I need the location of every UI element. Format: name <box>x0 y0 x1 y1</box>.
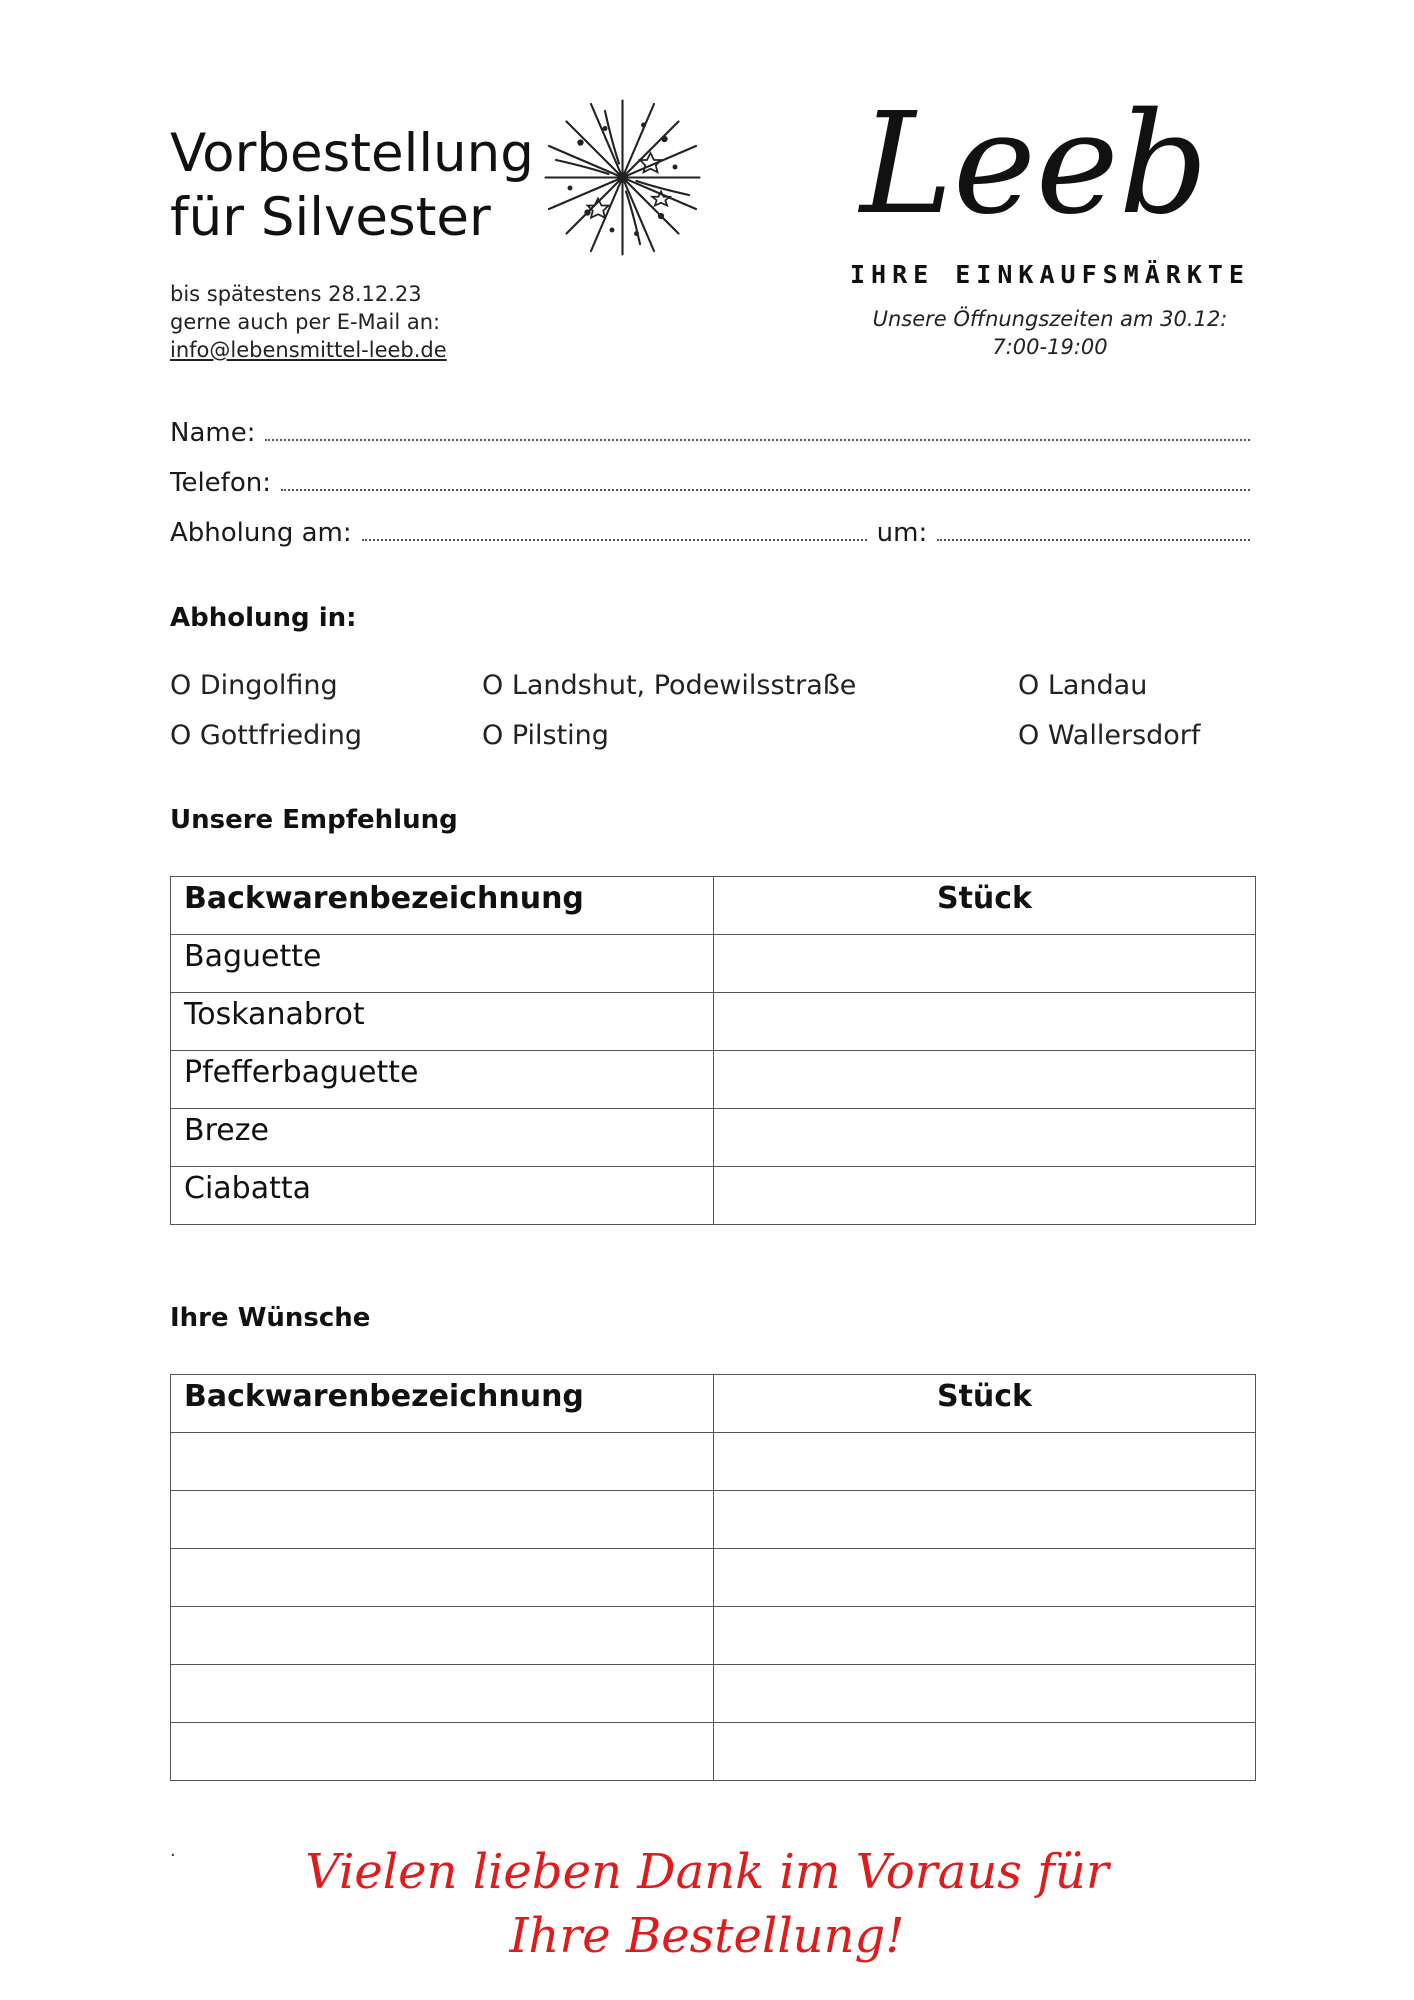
quantity-cell[interactable] <box>714 1665 1256 1723</box>
quantity-cell[interactable] <box>714 993 1256 1051</box>
wishes-heading: Ihre Wünsche <box>170 1303 371 1333</box>
product-name: Toskanabrot <box>171 993 714 1051</box>
hours-value: 7:00-19:00 <box>992 335 1108 359</box>
quantity-cell[interactable] <box>714 1607 1256 1665</box>
phone-line[interactable] <box>281 467 1250 491</box>
page-title <box>170 122 534 250</box>
table-row <box>171 1491 1256 1549</box>
logo-tagline: IHRE EINKAUFSMÄRKTE <box>850 260 1250 289</box>
table-row <box>171 1607 1256 1665</box>
column-header-name: Backwarenbezeichnung <box>171 877 714 935</box>
location-option[interactable]: O Landshut, Podewilsstraße <box>482 670 857 701</box>
pickup-date-line[interactable] <box>362 517 867 541</box>
column-header-qty: Stück <box>714 1375 1256 1433</box>
product-name: Baguette <box>171 935 714 993</box>
column-header-name: Backwarenbezeichnung <box>171 1375 714 1433</box>
title-line-2: für Silvester <box>170 187 491 248</box>
opening-hours <box>850 305 1250 361</box>
table-row <box>171 935 1256 993</box>
pickup-time-label: um: <box>876 518 928 548</box>
product-name-cell[interactable] <box>171 1665 714 1723</box>
table-row <box>171 1723 1256 1781</box>
thanks-line-1: Vielen lieben Dank im Voraus für <box>305 1844 1109 1900</box>
product-name: Pfefferbaguette <box>171 1051 714 1109</box>
recommendation-heading: Unsere Empfehlung <box>170 805 458 835</box>
product-name-cell[interactable] <box>171 1433 714 1491</box>
quantity-cell[interactable] <box>714 1167 1256 1225</box>
leeb-logo <box>850 72 1270 242</box>
location-option[interactable]: O Landau <box>1018 670 1148 701</box>
quantity-cell[interactable] <box>714 1549 1256 1607</box>
name-line[interactable] <box>265 417 1250 441</box>
quantity-cell[interactable] <box>714 1723 1256 1781</box>
column-header-qty: Stück <box>714 877 1256 935</box>
deadline-text: bis spätestens 28.12.23 <box>170 282 422 306</box>
pickup-time-line[interactable] <box>937 517 1250 541</box>
table-header-row <box>171 1375 1256 1433</box>
recommendation-table <box>170 876 1256 1225</box>
firework-icon <box>535 90 710 265</box>
table-header-row <box>171 877 1256 935</box>
thank-you-message <box>257 1840 1157 1968</box>
table-row <box>171 993 1256 1051</box>
name-label: Name: <box>170 418 256 448</box>
title-line-1: Vorbestellung <box>170 123 534 184</box>
table-row <box>171 1433 1256 1491</box>
email-note-text: gerne auch per E-Mail an: <box>170 310 441 334</box>
product-name-cell[interactable] <box>171 1607 714 1665</box>
table-row <box>171 1167 1256 1225</box>
quantity-cell[interactable] <box>714 1433 1256 1491</box>
hours-label: Unsere Öffnungszeiten am 30.12: <box>872 307 1228 331</box>
product-name: Breze <box>171 1109 714 1167</box>
location-option[interactable]: O Wallersdorf <box>1018 720 1201 751</box>
table-row <box>171 1051 1256 1109</box>
quantity-cell[interactable] <box>714 935 1256 993</box>
location-option[interactable]: O Gottfrieding <box>170 720 363 751</box>
product-name-cell[interactable] <box>171 1549 714 1607</box>
pickup-date-field[interactable] <box>170 517 1250 557</box>
table-row <box>171 1665 1256 1723</box>
phone-field[interactable] <box>170 467 1250 507</box>
quantity-cell[interactable] <box>714 1051 1256 1109</box>
stray-mark: . <box>170 1840 176 1861</box>
quantity-cell[interactable] <box>714 1491 1256 1549</box>
product-name-cell[interactable] <box>171 1723 714 1781</box>
email-link[interactable]: info@lebensmittel-leeb.de <box>170 338 447 362</box>
pickup-date-label: Abholung am: <box>170 518 352 548</box>
phone-label: Telefon: <box>170 468 271 498</box>
name-field[interactable] <box>170 417 1250 457</box>
pickup-heading: Abholung in: <box>170 603 357 633</box>
quantity-cell[interactable] <box>714 1109 1256 1167</box>
location-option[interactable]: O Dingolfing <box>170 670 338 701</box>
thanks-line-2: Ihre Bestellung! <box>509 1908 905 1964</box>
logo-wordmark: Leeb <box>860 83 1209 242</box>
table-row <box>171 1549 1256 1607</box>
location-option[interactable]: O Pilsting <box>482 720 609 751</box>
table-row <box>171 1109 1256 1167</box>
wishes-table <box>170 1374 1256 1781</box>
product-name-cell[interactable] <box>171 1491 714 1549</box>
order-note <box>170 280 447 364</box>
product-name: Ciabatta <box>171 1167 714 1225</box>
